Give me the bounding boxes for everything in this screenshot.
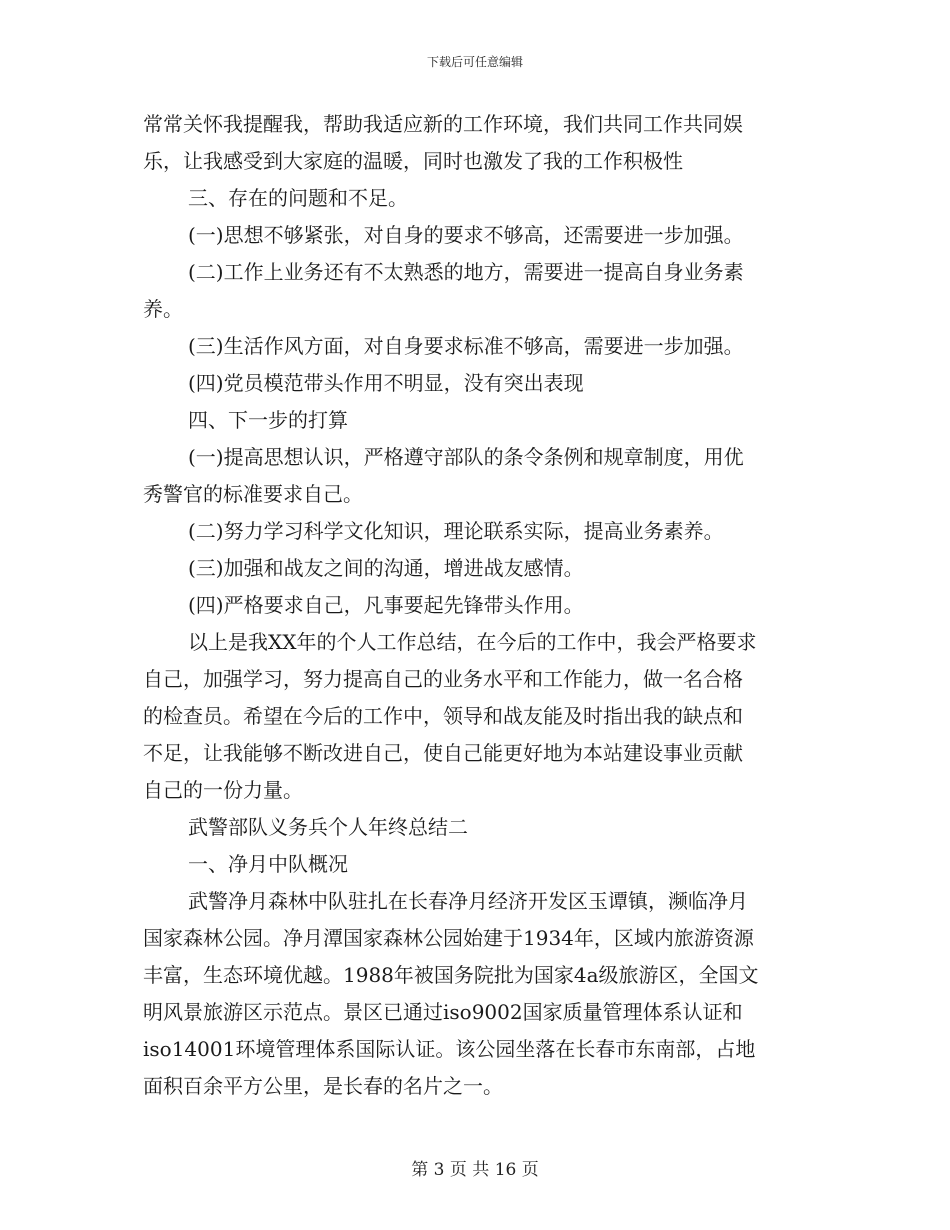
text-line: (二)工作上业务还有不太熟悉的地方，需要进一提高自身业务素 (188, 260, 744, 284)
text-line: 面积百余平方公里，是长春的名片之一。 (143, 1074, 503, 1098)
text-line: 明风景旅游区示范点。景区已通过iso9002国家质量管理体系认证和 (143, 1000, 743, 1024)
text-line: iso14001环境管理体系国际认证。该公园坐落在长春市东南部，占地 (143, 1037, 756, 1061)
text-line: (四)党员模范带头作用不明显，没有突出表现 (188, 371, 584, 395)
text-line: 一、净月中队概况 (188, 852, 348, 876)
text-line: 乐，让我感受到大家庭的温暖，同时也激发了我的工作积极性 (143, 149, 683, 173)
text-line: 自己，加强学习，努力提高自己的业务水平和工作能力，做一名合格 (143, 667, 743, 691)
text-line: 秀警官的标准要求自己。 (143, 482, 363, 506)
page-number: 第 3 页 共 16 页 (411, 1160, 539, 1180)
text-line: 丰富，生态环境优越。1988年被国务院批为国家4a级旅游区，全国文 (143, 963, 759, 987)
text-line: 养。 (143, 297, 183, 321)
text-line: 不足，让我能够不断改进自己，使自己能更好地为本站建设事业贡献 (143, 741, 743, 765)
text-line: 常常关怀我提醒我，帮助我适应新的工作环境，我们共同工作共同娱 (143, 112, 743, 136)
text-line: 国家森林公园。净月潭国家森林公园始建于1934年，区域内旅游资源 (143, 926, 754, 950)
page-header: 下载后可任意编辑 (426, 55, 523, 69)
document-body (143, 106, 806, 1105)
text-line: (三)生活作风方面，对自身要求标准不够高，需要进一步加强。 (188, 334, 744, 358)
text-line: (四)严格要求自己，凡事要起先锋带头作用。 (188, 593, 584, 617)
text-line: 武警净月森林中队驻扎在长春净月经济开发区玉谭镇，濒临净月 (188, 889, 748, 913)
text-line: 以上是我XX年的个人工作总结，在今后的工作中，我会严格要求 (188, 630, 757, 654)
text-line: 武警部队义务兵个人年终总结二 (188, 815, 468, 839)
text-line: (三)加强和战友之间的沟通，增进战友感情。 (188, 556, 584, 580)
text-line: (二)努力学习科学文化知识，理论联系实际，提高业务素养。 (188, 519, 724, 543)
text-line: (一)提高思想认识，严格遵守部队的条令条例和规章制度，用优 (188, 445, 744, 469)
text-line: 三、存在的问题和不足。 (188, 186, 408, 210)
text-line: 的检查员。希望在今后的工作中，领导和战友能及时指出我的缺点和 (143, 704, 743, 728)
text-line: 自己的一份力量。 (143, 778, 303, 802)
text-line: 四、下一步的打算 (188, 408, 348, 432)
text-line: (一)思想不够紧张，对自身的要求不够高，还需要进一步加强。 (188, 223, 744, 247)
